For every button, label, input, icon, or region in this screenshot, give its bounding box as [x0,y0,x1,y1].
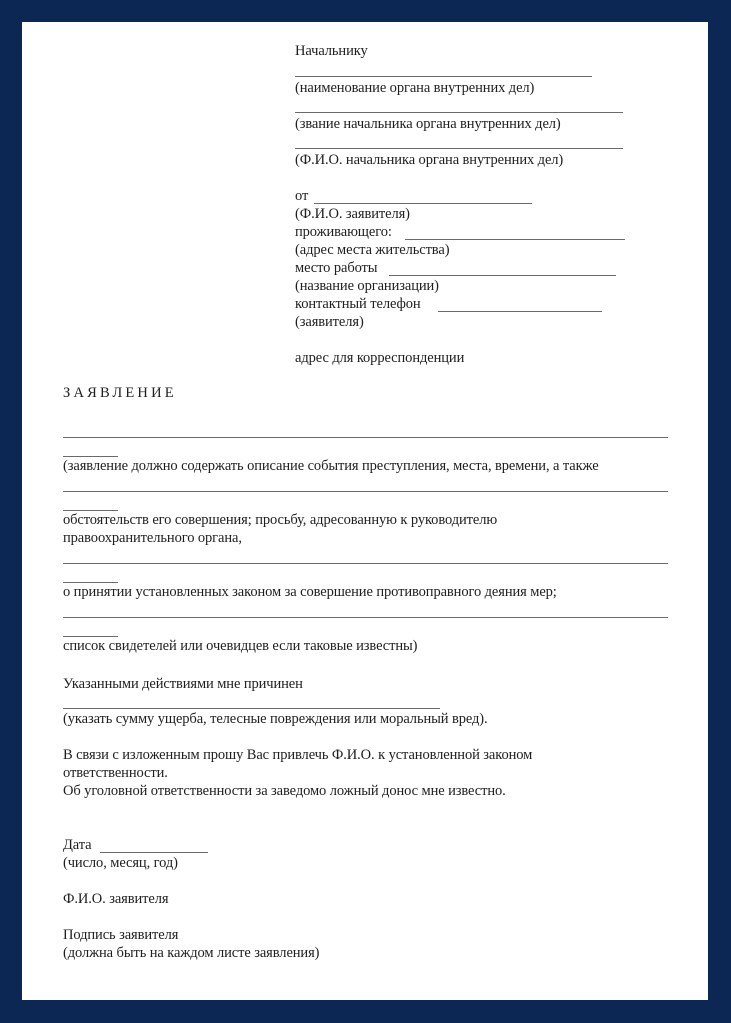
phone-label: контактный телефон [295,296,421,312]
signature-hint: (должна быть на каждом листе заявления) [63,945,320,961]
phone-hint: (заявителя) [295,314,364,330]
statement-line-4-end[interactable] [63,636,118,637]
statement-line-2-end[interactable] [63,510,118,511]
document-title: ЗАЯВЛЕНИЕ [63,385,177,401]
damage-field[interactable] [63,708,440,709]
statement-line-2[interactable] [63,491,668,492]
address-field[interactable] [405,239,625,240]
applicant-name-hint: (Ф.И.О. заявителя) [295,206,410,222]
statement-line-1-end[interactable] [63,456,118,457]
phone-field[interactable] [438,311,602,312]
damage-hint: (указать сумму ущерба, телесные повреждения или моральный вред). [63,711,488,727]
statement-hint-4: список свидетелей или очевидцев если таковые известны) [63,638,418,654]
chief-name-hint: (Ф.И.О. начальника органа внутренних дел) [295,152,564,168]
residing-label: проживающего: [295,224,392,240]
statement-hint-3: о принятии установленных законом за совершение противоправного деяния мер; [63,584,557,600]
chief-rank-hint: (звание начальника органа внутренних дел) [295,116,561,132]
correspondence-label: адрес для корреспонденции [295,350,465,366]
statement-line-3-end[interactable] [63,582,118,583]
liability-warning: Об уголовной ответственности за заведомо ложный донос мне известно. [63,783,506,799]
workplace-label: место работы [295,260,378,276]
organization-hint: (название организации) [295,278,439,294]
applicant-name-label: Ф.И.О. заявителя [63,891,169,907]
statement-hint-1: (заявление должно содержать описание события преступления, места, времени, а также [63,458,599,474]
damage-label: Указанными действиями мне причинен [63,676,303,692]
from-label: от [295,188,309,204]
applicant-name-field[interactable] [314,203,532,204]
addressee-label: Начальнику [295,43,368,59]
address-hint: (адрес места жительства) [295,242,450,258]
date-label: Дата [63,837,92,853]
workplace-field[interactable] [389,275,616,276]
statement-hint-2b: правоохранительного органа, [63,530,242,546]
org-name-hint: (наименование органа внутренних дел) [295,80,535,96]
org-name-field[interactable] [295,76,592,77]
request-text-line-2: ответственности. [63,765,168,781]
signature-label: Подпись заявителя [63,927,179,943]
statement-hint-2a: обстоятельств его совершения; просьбу, адресованную к руководителю [63,512,498,528]
date-field[interactable] [100,852,208,853]
date-hint: (число, месяц, год) [63,855,178,871]
statement-line-4[interactable] [63,617,668,618]
statement-line-1[interactable] [63,437,668,438]
chief-rank-field[interactable] [295,112,623,113]
statement-line-3[interactable] [63,563,668,564]
chief-name-field[interactable] [295,148,623,149]
request-text-line-1: В связи с изложенным прошу Вас привлечь Ф.И.О. к установленной законом [63,747,533,763]
